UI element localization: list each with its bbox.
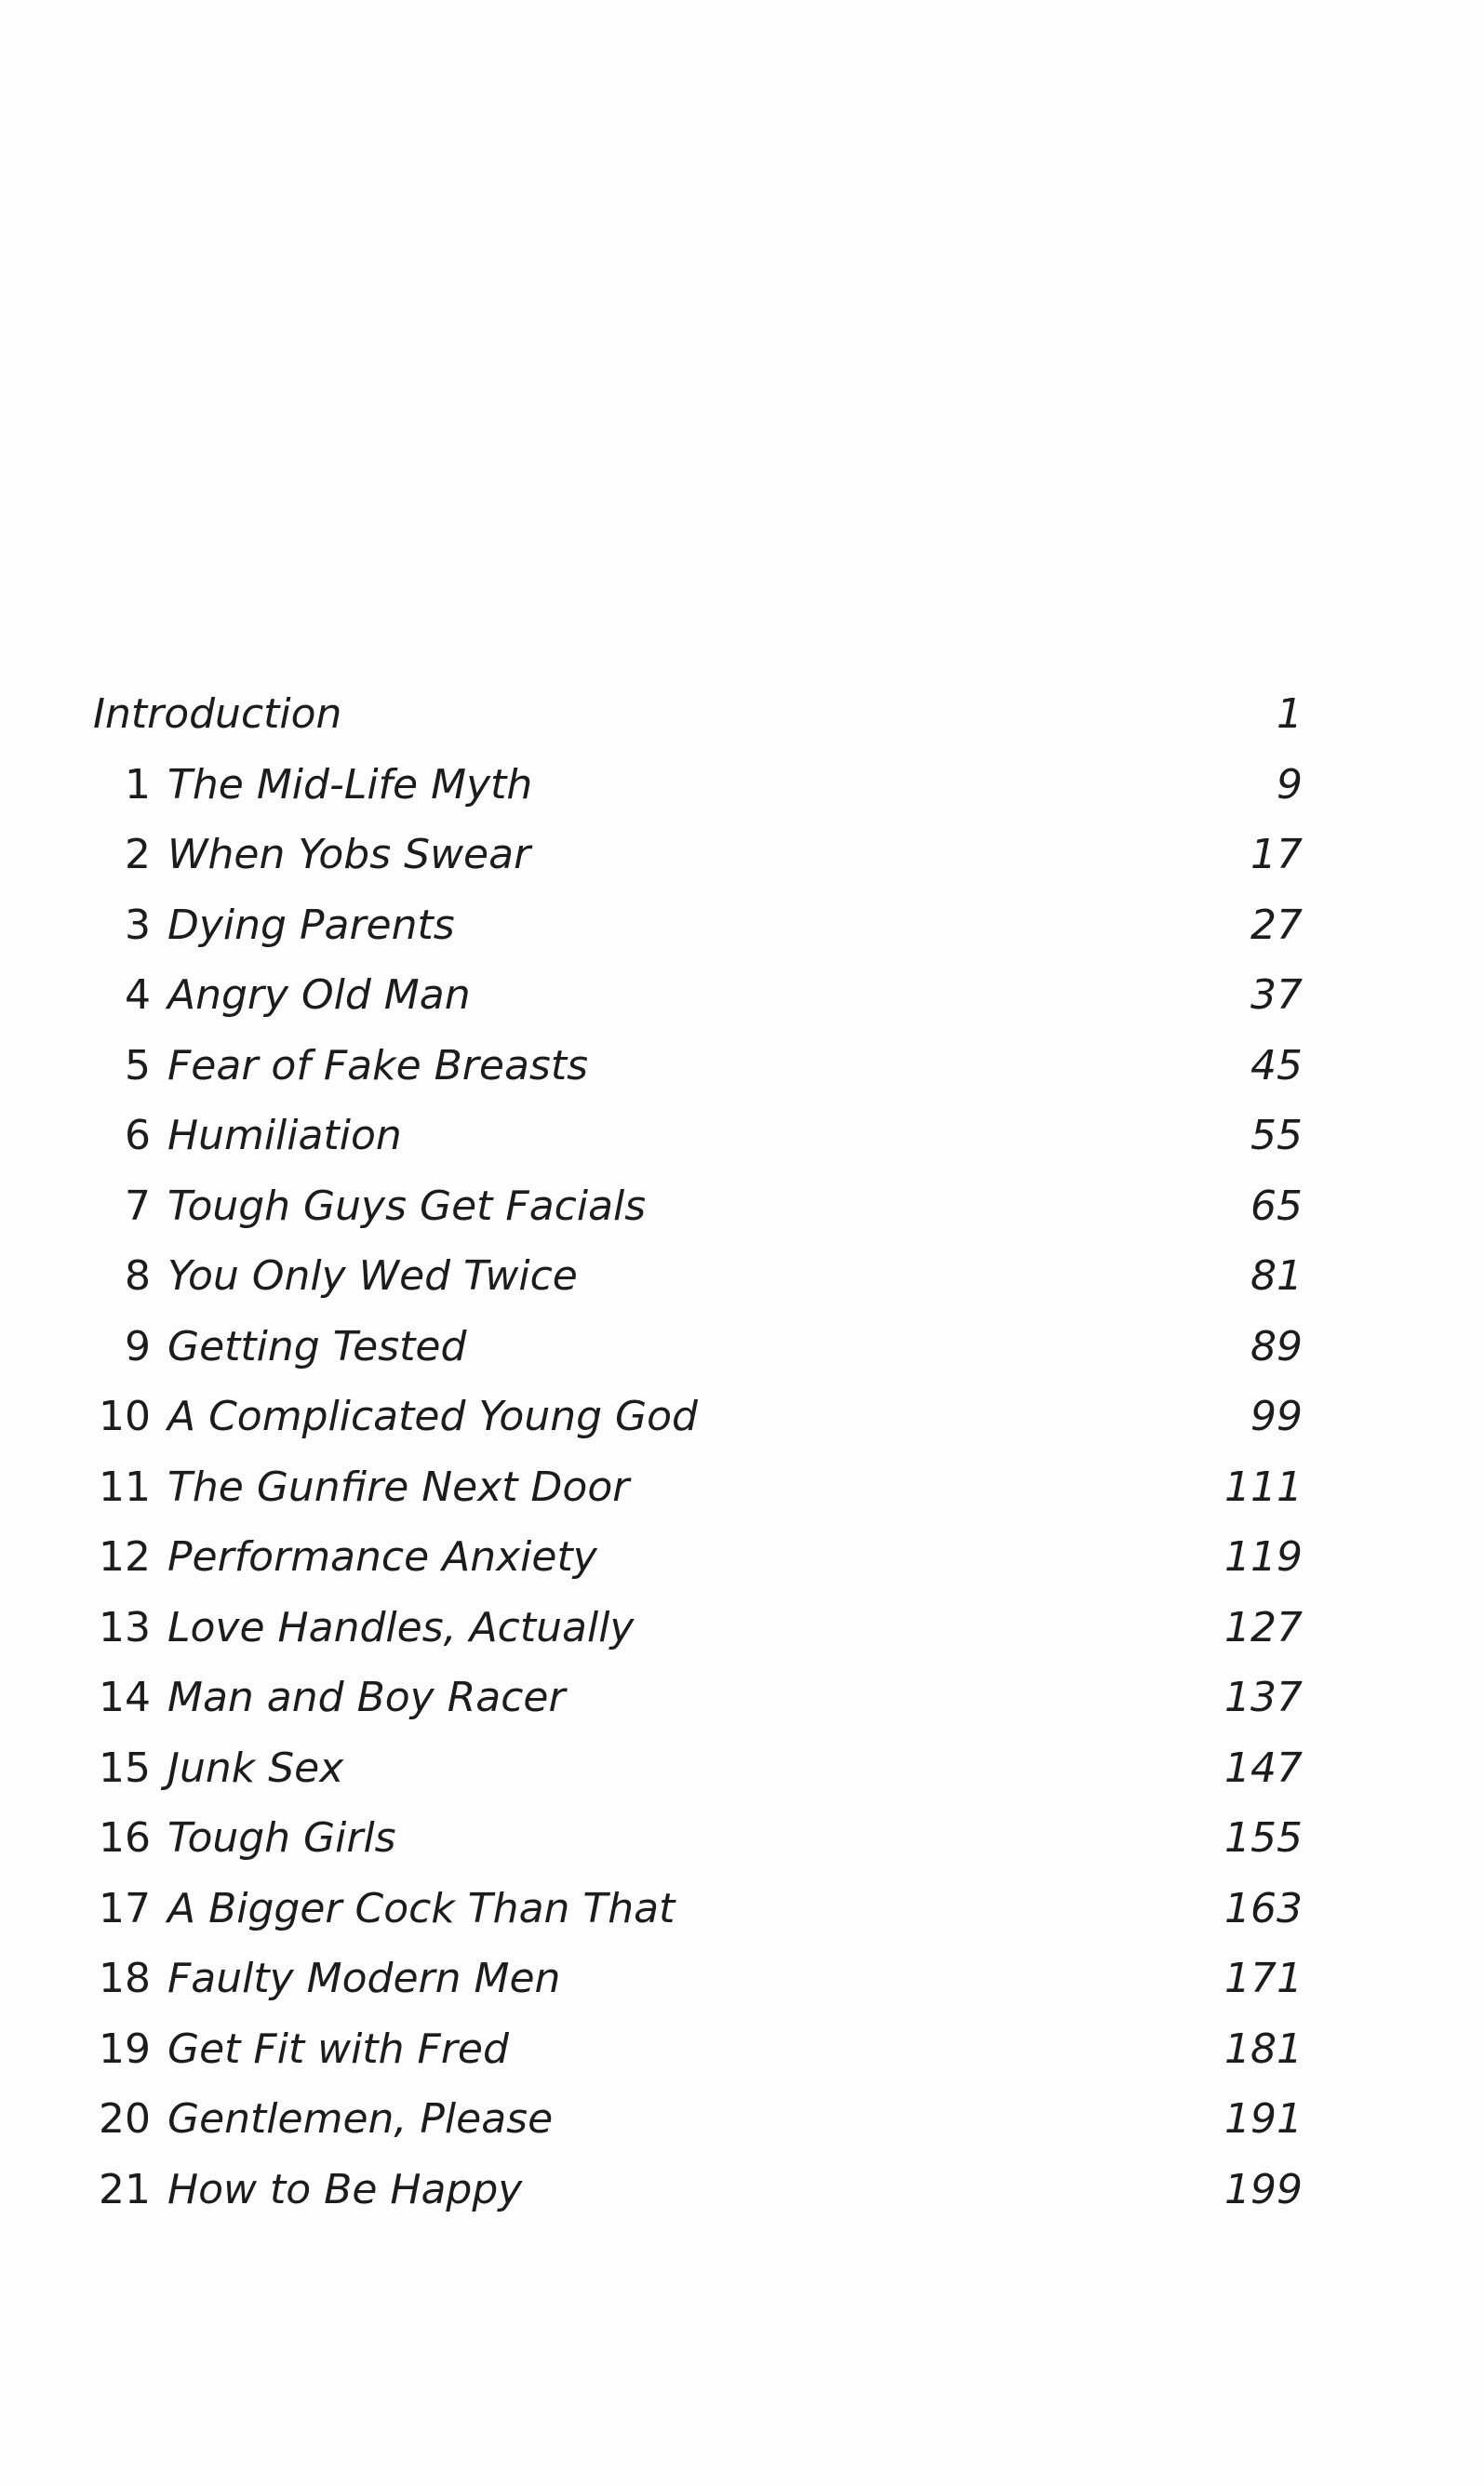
- toc-entry-title: When Yobs Swear: [167, 831, 531, 878]
- toc-entry-chapter-number: 19: [99, 2025, 151, 2073]
- toc-entry-chapter-number: 9: [125, 1322, 151, 1370]
- toc-entry-introduction: [93, 679, 1303, 750]
- toc-entry-page-number: 137: [1224, 1674, 1303, 1721]
- toc-entry-chapter-12: [93, 1522, 1303, 1593]
- toc-entry-chapter-number: 21: [99, 2165, 151, 2213]
- toc-entry-title: A Complicated Young God: [167, 1393, 698, 1440]
- toc-entry-chapter-19: [93, 2014, 1303, 2085]
- toc-entry-chapter-18: [93, 1944, 1303, 2014]
- toc-entry-title: Tough Girls: [167, 1814, 396, 1862]
- toc-entry-chapter-number: 3: [125, 901, 151, 949]
- toc-entry-page-number: 181: [1224, 2025, 1303, 2073]
- toc-entry-page-number: 199: [1224, 2165, 1303, 2213]
- toc-entry-page-number: 89: [1250, 1322, 1303, 1370]
- toc-entry-chapter-21: [93, 2155, 1303, 2225]
- toc-entry-chapter-2: [93, 820, 1303, 890]
- toc-entry-title: Faulty Modern Men: [167, 1955, 561, 2002]
- toc-entry-title: The Gunfire Next Door: [167, 1463, 630, 1511]
- toc-entry-page-number: 37: [1250, 971, 1303, 1019]
- toc-entry-page-number: 65: [1250, 1182, 1303, 1230]
- toc-entry-page-number: 9: [1277, 760, 1303, 809]
- toc-entry-chapter-number: 16: [99, 1814, 151, 1862]
- toc-entry-chapter-number: 4: [125, 971, 151, 1019]
- toc-entry-chapter-number: 14: [99, 1674, 151, 1721]
- toc-entry-chapter-16: [93, 1803, 1303, 1874]
- toc-entry-chapter-1: [93, 750, 1303, 821]
- toc-entry-page-number: 163: [1224, 1884, 1303, 1932]
- toc-entry-page-number: 147: [1224, 1744, 1303, 1792]
- toc-entry-title: Humiliation: [167, 1112, 402, 1159]
- toc-entry-chapter-14: [93, 1663, 1303, 1733]
- toc-entry-title: The Mid-Life Myth: [167, 760, 533, 809]
- toc-entry-title: Junk Sex: [167, 1744, 344, 1792]
- toc-entry-title: Performance Anxiety: [167, 1533, 597, 1581]
- toc-entry-page-number: 119: [1224, 1533, 1303, 1581]
- toc-entry-title: Gentlemen, Please: [167, 2095, 554, 2143]
- toc-entry-title: Dying Parents: [167, 901, 455, 949]
- toc-entry-page-number: 27: [1250, 901, 1303, 949]
- toc-entry-chapter-number: 2: [125, 831, 151, 878]
- toc-entry-chapter-number: 5: [125, 1041, 151, 1089]
- toc-entry-page-number: 55: [1250, 1112, 1303, 1159]
- toc-entry-chapter-number: 15: [99, 1744, 151, 1792]
- toc-entry-chapter-17: [93, 1874, 1303, 1945]
- toc-entry-chapter-number: 13: [99, 1603, 151, 1651]
- table-of-contents: [93, 679, 1303, 2225]
- toc-entry-page-number: 81: [1250, 1252, 1303, 1300]
- toc-entry-chapter-7: [93, 1171, 1303, 1242]
- toc-entry-chapter-8: [93, 1241, 1303, 1312]
- toc-entry-title: Fear of Fake Breasts: [167, 1041, 589, 1089]
- toc-entry-chapter-20: [93, 2084, 1303, 2155]
- toc-entry-chapter-number: 12: [99, 1533, 151, 1581]
- toc-entry-page-number: 17: [1250, 831, 1303, 878]
- toc-entry-page-number: 171: [1224, 1955, 1303, 2002]
- toc-entry-chapter-9: [93, 1312, 1303, 1383]
- toc-entry-page-number: 191: [1224, 2095, 1303, 2143]
- toc-entry-chapter-number: 20: [99, 2095, 151, 2143]
- toc-entry-chapter-number: 10: [99, 1393, 151, 1440]
- toc-entry-page-number: 155: [1224, 1814, 1303, 1862]
- toc-entry-chapter-number: 17: [99, 1884, 151, 1932]
- toc-entry-title: Man and Boy Racer: [167, 1674, 566, 1721]
- toc-entry-chapter-11: [93, 1452, 1303, 1523]
- toc-entry-page-number: 111: [1224, 1463, 1303, 1511]
- toc-entry-title: Introduction: [93, 690, 342, 738]
- toc-entry-page-number: 127: [1224, 1603, 1303, 1651]
- toc-entry-title: Getting Tested: [167, 1322, 467, 1370]
- toc-entry-title: How to Be Happy: [167, 2165, 523, 2213]
- toc-entry-chapter-number: 6: [125, 1112, 151, 1159]
- toc-entry-chapter-number: 7: [125, 1182, 151, 1230]
- toc-entry-chapter-number: 18: [99, 1955, 151, 2002]
- toc-entry-title: Angry Old Man: [167, 971, 471, 1019]
- toc-entry-chapter-5: [93, 1031, 1303, 1102]
- toc-entry-chapter-10: [93, 1382, 1303, 1452]
- toc-entry-page-number: 99: [1250, 1393, 1303, 1440]
- toc-entry-chapter-3: [93, 890, 1303, 961]
- toc-entry-title: A Bigger Cock Than That: [167, 1884, 675, 1932]
- toc-entry-title: Get Fit with Fred: [167, 2025, 509, 2073]
- toc-entry-chapter-number: 1: [125, 760, 151, 809]
- toc-entry-page-number: 1: [1277, 690, 1303, 738]
- toc-entry-title: Tough Guys Get Facials: [167, 1182, 647, 1230]
- toc-entry-chapter-number: 11: [99, 1463, 151, 1511]
- toc-entry-chapter-number: 8: [125, 1252, 151, 1300]
- toc-entry-chapter-4: [93, 960, 1303, 1031]
- toc-entry-chapter-13: [93, 1593, 1303, 1664]
- toc-entry-title: Love Handles, Actually: [167, 1603, 635, 1651]
- toc-entry-chapter-15: [93, 1733, 1303, 1804]
- toc-entry-title: You Only Wed Twice: [167, 1252, 578, 1300]
- toc-entry-page-number: 45: [1250, 1041, 1303, 1089]
- toc-entry-chapter-6: [93, 1101, 1303, 1171]
